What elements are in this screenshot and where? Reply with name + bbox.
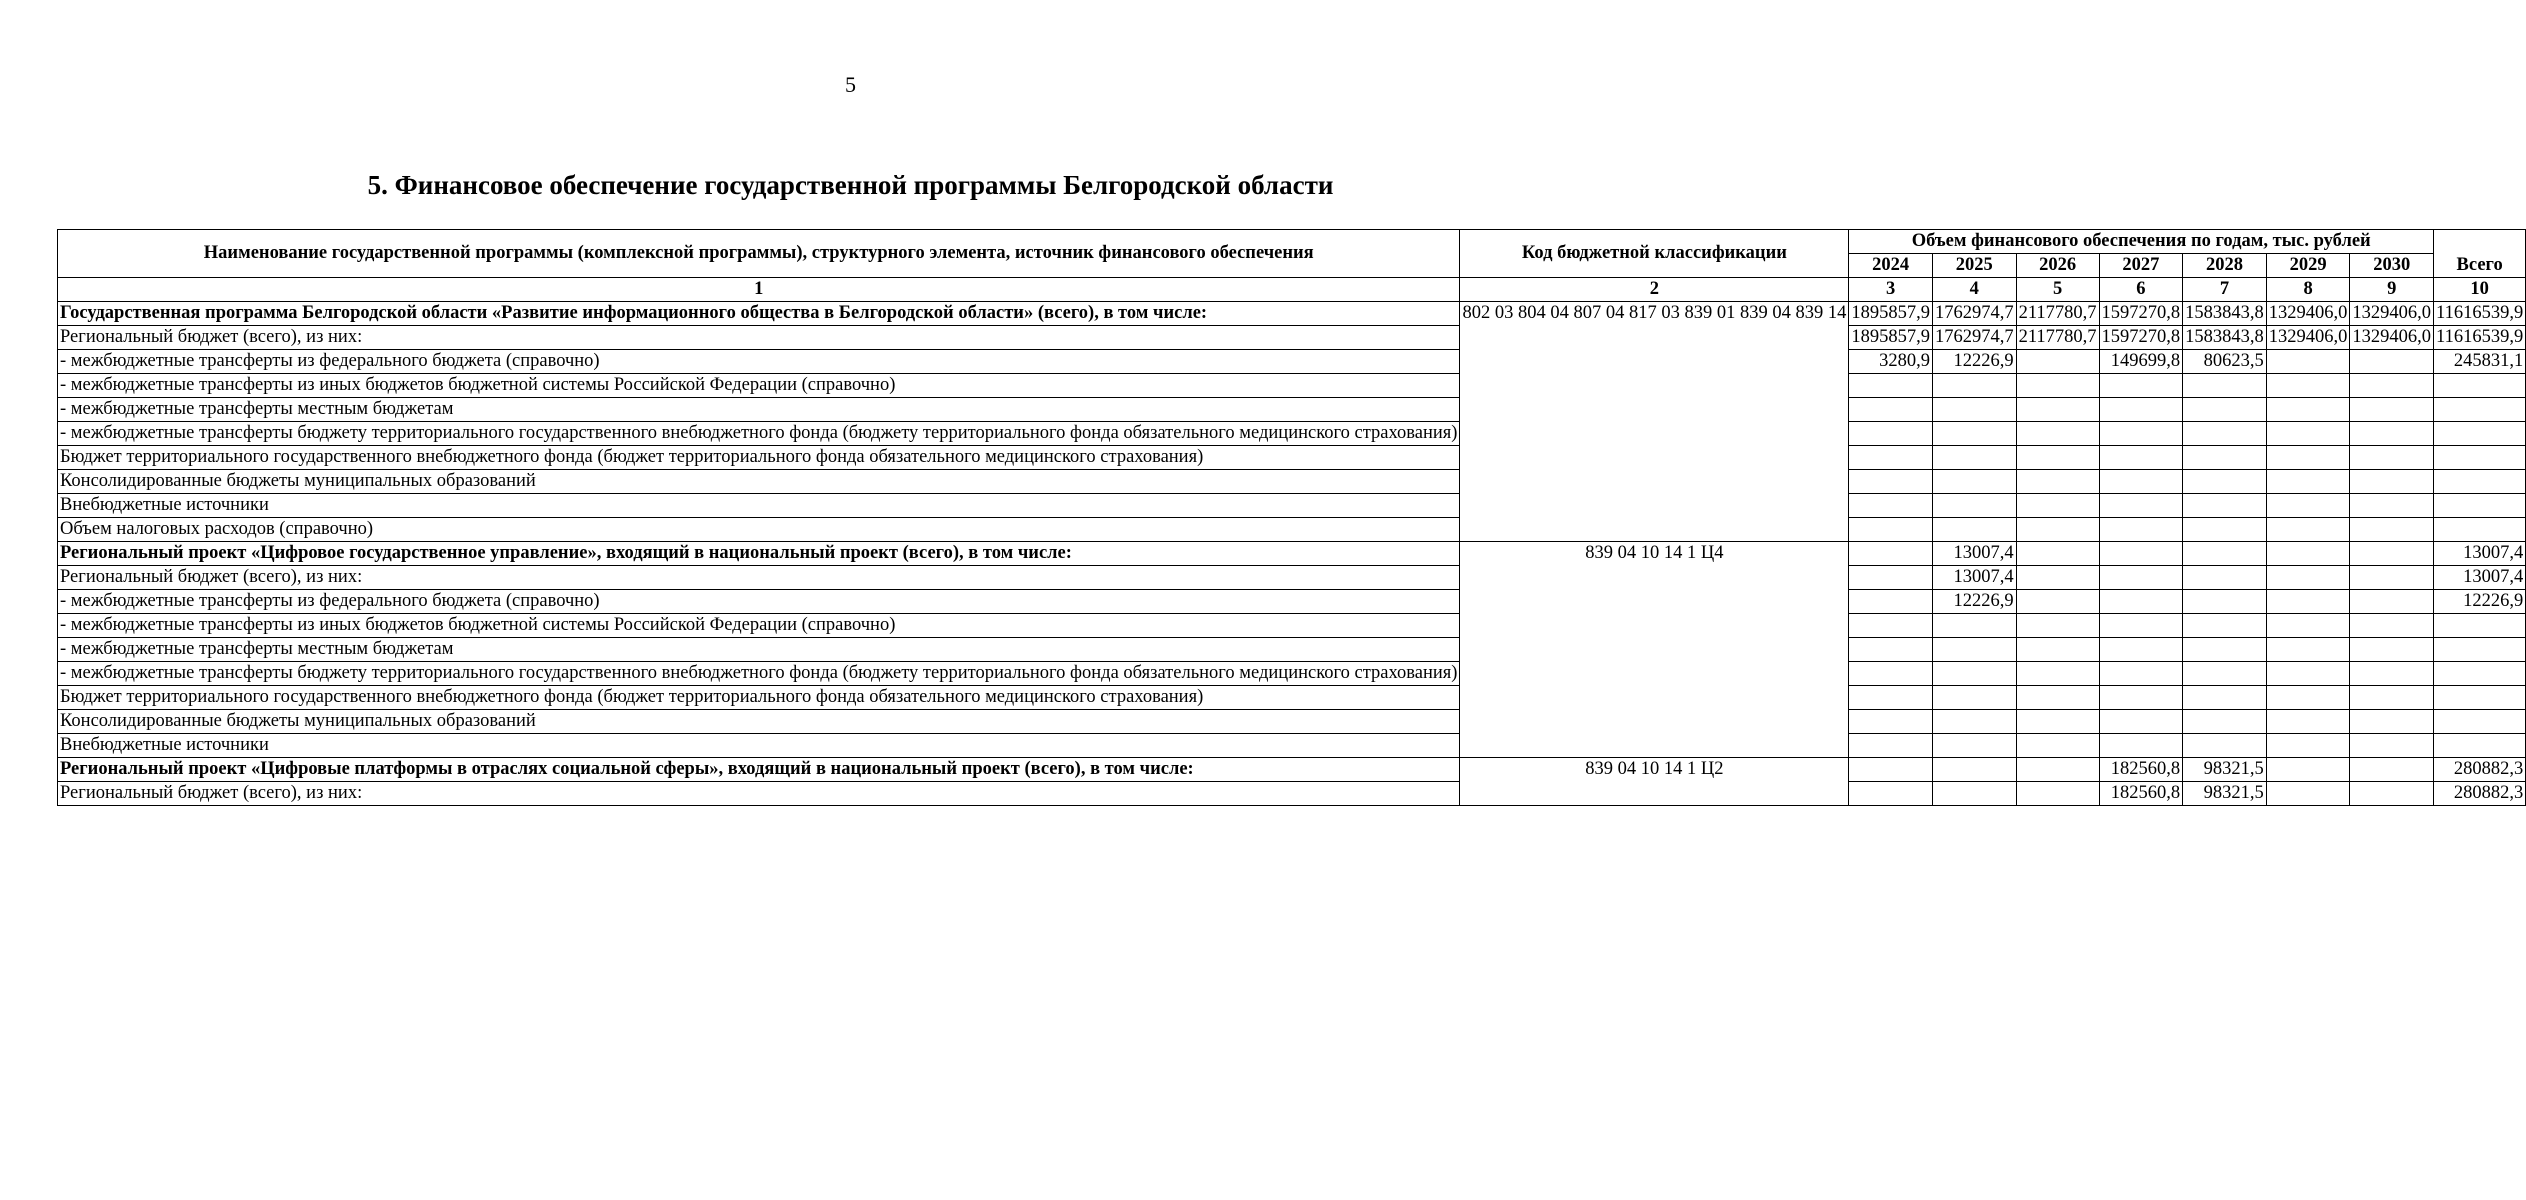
row-value (2266, 686, 2350, 710)
row-value (2350, 758, 2434, 782)
row-total: 12226,9 (2434, 590, 2526, 614)
row-value (1849, 542, 1933, 566)
row-value (1849, 734, 1933, 758)
row-total (2434, 422, 2526, 446)
row-value (2099, 662, 2183, 686)
table-row (58, 374, 2526, 398)
row-value (2266, 710, 2350, 734)
row-value (1932, 374, 2016, 398)
header-year: 2029 (2266, 254, 2350, 278)
index-cell: 3 (1849, 278, 1933, 302)
row-value: 1329406,0 (2350, 326, 2434, 350)
row-name: - межбюджетные трансферты из иных бюджетов бюджетной системы Российской Федерации (справочно) (58, 614, 1460, 638)
row-value: 1597270,8 (2099, 326, 2183, 350)
row-value (2016, 374, 2099, 398)
row-value (2350, 782, 2434, 806)
row-value (1849, 470, 1933, 494)
row-value (2016, 542, 2099, 566)
row-value: 1895857,9 (1849, 302, 1933, 326)
row-value (1849, 494, 1933, 518)
row-name: - межбюджетные трансферты бюджету территориального государственного внебюджетного фонда (бюджету территориального фонда обязательного медицинского страхования) (58, 422, 1460, 446)
row-total (2434, 398, 2526, 422)
row-name: Региональный проект «Цифровые платформы в отраслях социальной сферы», входящий в национальный проект (всего), в том числе: (58, 758, 1460, 782)
row-value (2016, 710, 2099, 734)
row-value (2266, 662, 2350, 686)
row-name: Региональный бюджет (всего), из них: (58, 326, 1460, 350)
row-value (1849, 662, 1933, 686)
index-cell: 2 (1460, 278, 1849, 302)
row-value (2183, 638, 2267, 662)
row-value: 12226,9 (1932, 350, 2016, 374)
row-value (2266, 470, 2350, 494)
row-value (2266, 398, 2350, 422)
row-value (2183, 422, 2267, 446)
row-value (1932, 422, 2016, 446)
row-value (2266, 782, 2350, 806)
index-cell: 6 (2099, 278, 2183, 302)
row-value: 1762974,7 (1932, 302, 2016, 326)
row-name: - межбюджетные трансферты из федерального бюджета (справочно) (58, 590, 1460, 614)
row-name: Внебюджетные источники (58, 734, 1460, 758)
row-total (2434, 710, 2526, 734)
row-total: 11616539,9 (2434, 326, 2526, 350)
row-value (1849, 422, 1933, 446)
row-value (2266, 518, 2350, 542)
row-value (2350, 398, 2434, 422)
row-value (2016, 686, 2099, 710)
row-value (2016, 398, 2099, 422)
row-value (1849, 590, 1933, 614)
row-value (2183, 542, 2267, 566)
row-value (2099, 614, 2183, 638)
row-name: - межбюджетные трансферты из иных бюджетов бюджетной системы Российской Федерации (справочно) (58, 374, 1460, 398)
row-value: 80623,5 (2183, 350, 2267, 374)
table-row (58, 422, 2526, 446)
row-value (2266, 758, 2350, 782)
row-total: 280882,3 (2434, 782, 2526, 806)
row-total (2434, 494, 2526, 518)
row-name: Консолидированные бюджеты муниципальных образований (58, 710, 1460, 734)
row-value (2350, 542, 2434, 566)
row-total (2434, 446, 2526, 470)
table-row (58, 782, 2526, 806)
row-value (2350, 566, 2434, 590)
row-value (2266, 566, 2350, 590)
row-name: Объем налоговых расходов (справочно) (58, 518, 1460, 542)
row-total (2434, 638, 2526, 662)
row-value (1932, 662, 2016, 686)
row-total: 11616539,9 (2434, 302, 2526, 326)
row-value (1932, 758, 2016, 782)
row-value (2350, 614, 2434, 638)
index-cell: 10 (2434, 278, 2526, 302)
row-value (2266, 614, 2350, 638)
row-value (1932, 446, 2016, 470)
row-value (1932, 734, 2016, 758)
header-row-1 (58, 230, 2526, 254)
row-value (1932, 614, 2016, 638)
index-cell: 4 (1932, 278, 2016, 302)
row-value (1849, 758, 1933, 782)
row-value (2266, 734, 2350, 758)
table-row (58, 350, 2526, 374)
row-value (2350, 518, 2434, 542)
table-row (58, 518, 2526, 542)
row-value: 2117780,7 (2016, 302, 2099, 326)
row-value (1849, 374, 1933, 398)
header-total-top (2434, 230, 2526, 254)
index-cell: 9 (2350, 278, 2434, 302)
table-row (58, 542, 2526, 566)
row-value (2183, 470, 2267, 494)
row-value (2266, 494, 2350, 518)
row-name: - межбюджетные трансферты местным бюджетам (58, 638, 1460, 662)
row-value (2016, 422, 2099, 446)
row-name: Государственная программа Белгородской области «Развитие информационного общества в Белгородской области» (всего), в том числе: (58, 302, 1460, 326)
row-value (2099, 710, 2183, 734)
row-value (2183, 374, 2267, 398)
row-value: 182560,8 (2099, 782, 2183, 806)
row-total (2434, 518, 2526, 542)
row-name: Региональный бюджет (всего), из них: (58, 566, 1460, 590)
row-value (1932, 686, 2016, 710)
row-value (2350, 422, 2434, 446)
row-value: 1583843,8 (2183, 302, 2267, 326)
row-value (1849, 710, 1933, 734)
row-value (2099, 686, 2183, 710)
row-value: 1583843,8 (2183, 326, 2267, 350)
row-value (2266, 422, 2350, 446)
row-total (2434, 686, 2526, 710)
row-value (2350, 374, 2434, 398)
row-value (2016, 734, 2099, 758)
row-value (2266, 638, 2350, 662)
row-value (1932, 470, 2016, 494)
row-code: 802 03 804 04 807 04 817 03 839 01 839 04 839 14 (1460, 302, 1849, 542)
row-value (2183, 446, 2267, 470)
row-value (2099, 590, 2183, 614)
row-total (2434, 614, 2526, 638)
header-year: 2026 (2016, 254, 2099, 278)
row-value (2183, 614, 2267, 638)
row-value (2350, 662, 2434, 686)
row-total: 245831,1 (2434, 350, 2526, 374)
row-value (1932, 782, 2016, 806)
row-name: - межбюджетные трансферты из федерального бюджета (справочно) (58, 350, 1460, 374)
row-value: 1329406,0 (2350, 302, 2434, 326)
row-value (2266, 446, 2350, 470)
row-total: 13007,4 (2434, 542, 2526, 566)
row-value (2183, 686, 2267, 710)
financing-table (57, 229, 2526, 806)
row-value: 182560,8 (2099, 758, 2183, 782)
row-value (2350, 734, 2434, 758)
table-row (58, 566, 2526, 590)
row-value (2099, 422, 2183, 446)
header-year: 2025 (1932, 254, 2016, 278)
row-value (2099, 398, 2183, 422)
row-value (2183, 398, 2267, 422)
index-cell: 7 (2183, 278, 2267, 302)
row-value (2099, 446, 2183, 470)
row-value (2016, 566, 2099, 590)
row-value (2099, 734, 2183, 758)
header-total: Всего (2434, 254, 2526, 278)
row-total: 280882,3 (2434, 758, 2526, 782)
row-value (1849, 446, 1933, 470)
row-value (2183, 662, 2267, 686)
row-name: Бюджет территориального государственного внебюджетного фонда (бюджет территориального фонда обязательного медицинского страхования) (58, 686, 1460, 710)
header-year: 2030 (2350, 254, 2434, 278)
row-value: 1597270,8 (2099, 302, 2183, 326)
row-value (2099, 470, 2183, 494)
row-value (1932, 494, 2016, 518)
index-row (58, 278, 2526, 302)
table-row (58, 446, 2526, 470)
row-value (1849, 566, 1933, 590)
row-total: 13007,4 (2434, 566, 2526, 590)
row-value (2350, 446, 2434, 470)
row-value (2266, 374, 2350, 398)
row-value (1849, 686, 1933, 710)
row-value (1932, 710, 2016, 734)
table-row (58, 590, 2526, 614)
row-total (2434, 374, 2526, 398)
row-code: 839 04 10 14 1 Ц4 (1460, 542, 1849, 758)
row-value: 1895857,9 (1849, 326, 1933, 350)
row-value (2016, 470, 2099, 494)
row-code: 839 04 10 14 1 Ц2 (1460, 758, 1849, 806)
row-value (2266, 590, 2350, 614)
row-value (2266, 350, 2350, 374)
row-value (2016, 350, 2099, 374)
row-value (2183, 566, 2267, 590)
row-value (2183, 518, 2267, 542)
row-name: Консолидированные бюджеты муниципальных образований (58, 470, 1460, 494)
header-code: Код бюджетной классификации (1460, 230, 1849, 278)
table-body (58, 302, 2526, 806)
row-value: 1329406,0 (2266, 326, 2350, 350)
row-value (2099, 638, 2183, 662)
header-year: 2028 (2183, 254, 2267, 278)
table-row (58, 494, 2526, 518)
row-value (2350, 638, 2434, 662)
row-value (2350, 710, 2434, 734)
row-name: - межбюджетные трансферты бюджету территориального государственного внебюджетного фонда (бюджету территориального фонда обязательного медицинского страхования) (58, 662, 1460, 686)
row-value (1932, 638, 2016, 662)
row-value (2350, 470, 2434, 494)
row-value (2016, 494, 2099, 518)
table-row (58, 638, 2526, 662)
row-name: Региональный проект «Цифровое государственное управление», входящий в национальный проект (всего), в том числе: (58, 542, 1460, 566)
row-value (2266, 542, 2350, 566)
row-value (2016, 782, 2099, 806)
row-value (1932, 398, 2016, 422)
table-row (58, 734, 2526, 758)
row-name: - межбюджетные трансферты местным бюджетам (58, 398, 1460, 422)
table-row (58, 302, 2526, 326)
row-value (2183, 734, 2267, 758)
row-value (1849, 614, 1933, 638)
row-value: 13007,4 (1932, 566, 2016, 590)
row-value (2016, 446, 2099, 470)
row-total (2434, 734, 2526, 758)
row-value (2099, 566, 2183, 590)
table-row (58, 398, 2526, 422)
header-name: Наименование государственной программы (комплексной программы), структурного элемента, источник финансового обеспечения (58, 230, 1460, 278)
table-row (58, 326, 2526, 350)
row-value (2016, 758, 2099, 782)
row-value (2016, 662, 2099, 686)
index-cell: 1 (58, 278, 1460, 302)
row-value: 2117780,7 (2016, 326, 2099, 350)
row-name: Бюджет территориального государственного внебюджетного фонда (бюджет территориального фонда обязательного медицинского страхования) (58, 446, 1460, 470)
document-title: 5. Финансовое обеспечение государственной программы Белгородской области (367, 170, 1334, 200)
row-value (2099, 374, 2183, 398)
table-row (58, 662, 2526, 686)
row-value (1932, 518, 2016, 542)
row-value (1849, 398, 1933, 422)
row-value (2099, 494, 2183, 518)
row-name: Региональный бюджет (всего), из них: (58, 782, 1460, 806)
header-year: 2024 (1849, 254, 1933, 278)
row-value: 1329406,0 (2266, 302, 2350, 326)
table-row (58, 470, 2526, 494)
index-cell: 5 (2016, 278, 2099, 302)
row-value: 13007,4 (1932, 542, 2016, 566)
row-value: 12226,9 (1932, 590, 2016, 614)
table-row (58, 614, 2526, 638)
row-value (2099, 542, 2183, 566)
row-value (2183, 494, 2267, 518)
row-value: 98321,5 (2183, 758, 2267, 782)
row-value: 149699,8 (2099, 350, 2183, 374)
row-value (1849, 782, 1933, 806)
index-cell: 8 (2266, 278, 2350, 302)
row-value (2350, 686, 2434, 710)
row-value (2016, 614, 2099, 638)
table-row (58, 686, 2526, 710)
row-value: 3280,9 (1849, 350, 1933, 374)
row-value (2016, 638, 2099, 662)
row-value: 1762974,7 (1932, 326, 2016, 350)
row-value (2350, 350, 2434, 374)
row-value (2099, 518, 2183, 542)
header-volume: Объем финансового обеспечения по годам, тыс. рублей (1849, 230, 2434, 254)
table-row (58, 758, 2526, 782)
header-year: 2027 (2099, 254, 2183, 278)
row-name: Внебюджетные источники (58, 494, 1460, 518)
table-row (58, 710, 2526, 734)
row-value (1849, 518, 1933, 542)
row-value (2350, 494, 2434, 518)
row-total (2434, 662, 2526, 686)
row-total (2434, 470, 2526, 494)
row-value (2016, 518, 2099, 542)
row-value (2183, 590, 2267, 614)
row-value (2016, 590, 2099, 614)
page-number: 5 (845, 72, 856, 97)
row-value: 98321,5 (2183, 782, 2267, 806)
row-value (2350, 590, 2434, 614)
row-value (2183, 710, 2267, 734)
row-value (1849, 638, 1933, 662)
